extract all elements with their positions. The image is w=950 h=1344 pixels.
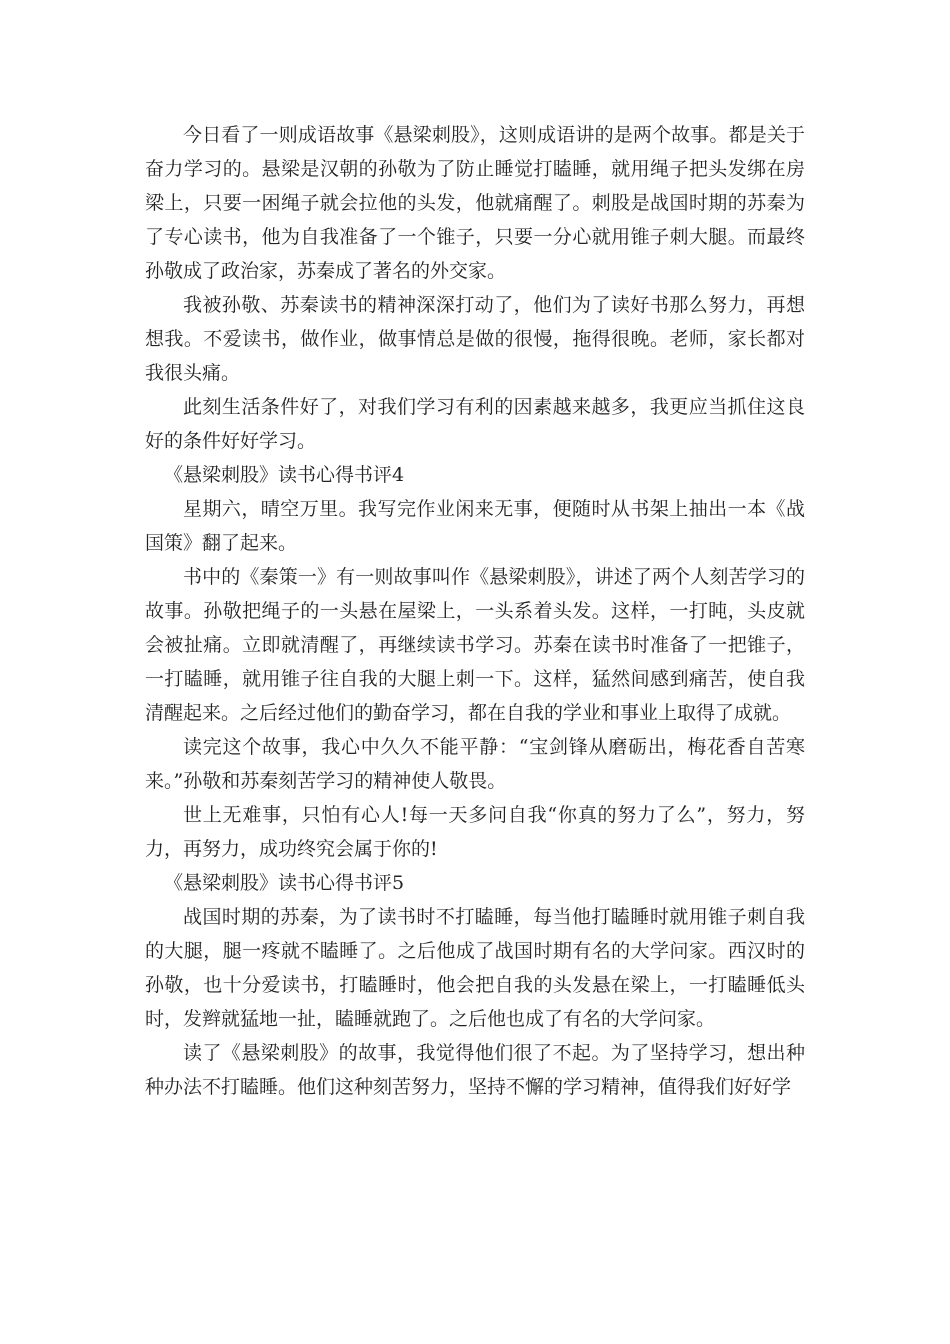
paragraph: 战国时期的苏秦，为了读书时不打瞌睡，每当他打瞌睡时就用锥子刺自我的大腿，腿一疼就不瞌睡了。之后他成了战国时期有名的大学问家。西汉时的孙敬，也十分爱读书，打瞌睡时，他会把自我的头发悬在梁上，一打瞌睡低头时，发辫就猛地一扯，瞌睡就跑了。之后他也成了有名的大学问家。: [145, 906, 805, 1030]
paragraph: 世上无难事，只怕有心人!每一天多问自我“你真的努力了么”，努力，努力，再努力，成功终究会属于你的!: [145, 804, 805, 860]
paragraph: 此刻生活条件好了，对我们学习有利的因素越来越多，我更应当抓住这良好的条件好好学习。: [145, 396, 805, 452]
paragraph: 读完这个故事，我心中久久不能平静：“宝剑锋从磨砺出，梅花香自苦寒来。”孙敬和苏秦刻苦学习的精神使人敬畏。: [145, 736, 805, 792]
paragraph: 书中的《秦策一》有一则故事叫作《悬梁刺股》，讲述了两个人刻苦学习的故事。孙敬把绳子的一头悬在屋梁上，一头系着头发。这样，一打盹，头皮就会被扯痛。立即就清醒了，再继续读书学习。苏秦在读书时准备了一把锥子，一打瞌睡，就用锥子往自我的大腿上刺一下。这样，猛然间感到痛苦，使自我清醒起来。之后经过他们的勤奋学习，都在自我的学业和事业上取得了成就。: [145, 566, 805, 724]
paragraph: 今日看了一则成语故事《悬梁刺股》，这则成语讲的是两个故事。都是关于奋力学习的。悬梁是汉朝的孙敬为了防止睡觉打瞌睡，就用绳子把头发绑在房梁上，只要一困绳子就会拉他的头发，他就痛醒了。刺股是战国时期的苏秦为了专心读书，他为自我准备了一个锥子，只要一分心就用锥子刺大腿。而最终孙敬成了政治家，苏秦成了著名的外交家。: [145, 124, 805, 282]
section-heading: 《悬梁刺股》读书心得书评4: [164, 464, 405, 486]
section-heading: 《悬梁刺股》读书心得书评5: [164, 872, 405, 894]
paragraph: 星期六，晴空万里。我写完作业闲来无事，便随时从书架上抽出一本《战国策》翻了起来。: [145, 498, 805, 554]
paragraph: 读了《悬梁刺股》的故事，我觉得他们很了不起。为了坚持学习，想出种种办法不打瞌睡。他们这种刻苦努力，坚持不懈的学习精神，值得我们好好学: [145, 1042, 805, 1098]
paragraph: 我被孙敬、苏秦读书的精神深深打动了，他们为了读好书那么努力，再想想我。不爱读书，做作业，做事情总是做的很慢，拖得很晚。老师，家长都对我很头痛。: [145, 294, 805, 384]
document-body: [145, 118, 805, 1104]
